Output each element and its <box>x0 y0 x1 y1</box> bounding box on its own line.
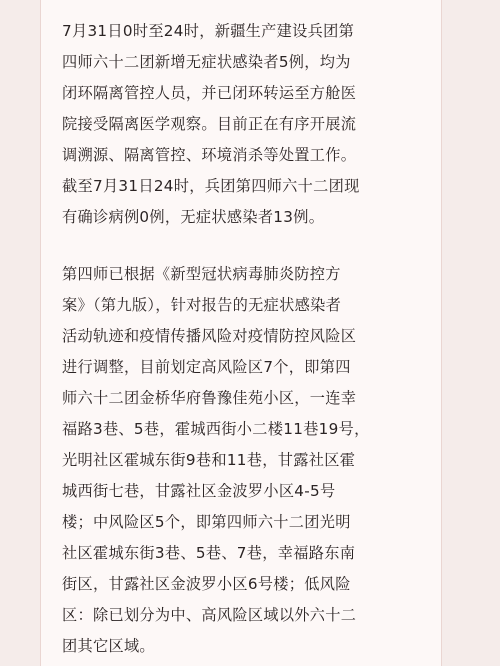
paragraph-1-line-5: 调溯源、隔离管控、环境消杀等处置工作。 <box>62 146 357 164</box>
paragraph-2-line-12: 区：除已划分为中、高风险区域以外六十二 <box>62 606 357 624</box>
paragraph-2-line-13: 团其它区域。 <box>62 637 155 655</box>
paragraph-2-line-10: 社区霍城东街3巷、5巷、7巷，幸福路东南 <box>62 544 356 562</box>
paragraph-2-line-8: 城西街七巷，甘露社区金波罗小区4-5号 <box>62 482 336 500</box>
paragraph-2-line-9: 楼；中风险区5个，即第四师六十二团光明 <box>62 513 351 531</box>
paragraph-1-line-2: 四师六十二团新增无症状感染者5例，均为 <box>62 53 351 71</box>
paragraph-1-line-3: 闭环隔离管控人员，并已闭环转运至方舱医 <box>62 84 357 102</box>
paragraph-2-line-7: 光明社区霍城东街9巷和11巷，甘露社区霍 <box>62 451 356 469</box>
paragraph-1-line-6: 截至7月31日24时，兵团第四师六十二团现 <box>62 177 360 195</box>
paragraph-2-line-3: 活动轨迹和疫情传播风险对疫情防控风险区 <box>62 327 357 345</box>
paragraph-2-line-2: 案》（第九版），针对报告的无症状感染者 <box>62 296 342 314</box>
paragraph-2-line-1: 第四师已根据《新型冠状病毒肺炎防控方 <box>62 265 341 283</box>
paragraph-1-line-7: 有确诊病例0例，无症状感染者13例。 <box>62 208 325 226</box>
paragraph-1-line-1: 7月31日0时至24时，新疆生产建设兵团第 <box>62 22 355 40</box>
paragraph-2-line-5: 师六十二团金桥华府鲁豫佳苑小区，一连幸 <box>62 389 357 407</box>
paragraph-2-line-6: 福路3巷、5巷，霍城西街小二楼11巷19号， <box>62 420 370 438</box>
paragraph-2-line-11: 街区，甘露社区金波罗小区6号楼；低风险 <box>62 575 351 593</box>
paragraph-2-line-4: 进行调整，目前划定高风险区7个，即第四 <box>62 358 351 376</box>
paragraph-1-line-4: 院接受隔离医学观察。目前正在有序开展流 <box>62 115 357 133</box>
